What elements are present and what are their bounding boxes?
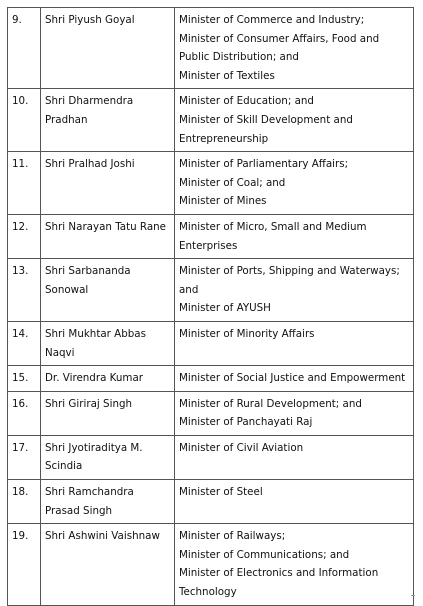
table-row	[8, 259, 414, 322]
portfolio-cell	[175, 321, 414, 365]
portfolio-line: Minister of Mines	[179, 195, 267, 208]
portfolio-cell	[175, 214, 414, 258]
serial-number-cell: 9.	[8, 8, 41, 89]
minister-name-cell: Shri Piyush Goyal	[41, 8, 175, 89]
portfolio-line: Minister of Textiles	[179, 69, 275, 82]
portfolio-line: Minister of Education; and	[179, 95, 314, 108]
portfolio-cell	[175, 152, 414, 215]
minister-name-cell: Shri Dharmendra Pradhan	[41, 89, 175, 152]
portfolio-line: Minister of Civil Aviation	[179, 441, 304, 454]
portfolio-cell	[175, 480, 414, 524]
portfolio-line: Minister of Ports, Shipping and Waterways; and	[179, 265, 400, 296]
minister-name-cell: Shri Pralhad Joshi	[41, 152, 175, 215]
minister-name-cell: Shri Narayan Tatu Rane	[41, 214, 175, 258]
table-row	[8, 435, 414, 479]
minister-name-cell: Shri Jyotiraditya M. Scindia	[41, 435, 175, 479]
portfolio-cell	[175, 259, 414, 322]
table-row	[8, 89, 414, 152]
serial-number-cell: 11.	[8, 152, 41, 215]
portfolio-line: Minister of Electronics and Information Technology	[179, 567, 379, 599]
table-row	[8, 366, 414, 392]
portfolio-cell	[175, 89, 414, 152]
serial-number-cell: 19.	[8, 524, 41, 605]
table-row	[8, 524, 414, 605]
ministers-table-body	[8, 8, 414, 606]
minister-name-cell: Shri Ramchandra Prasad Singh	[41, 480, 175, 524]
portfolio-line: Minister of Minority Affairs	[179, 327, 315, 340]
table-row	[8, 214, 414, 258]
portfolio-line: Minister of Steel	[179, 486, 263, 499]
minister-name-cell: Shri Mukhtar Abbas Naqvi	[41, 321, 175, 365]
minister-name-cell: Shri Ashwini Vaishnaw	[41, 524, 175, 605]
serial-number-cell: 16.	[8, 391, 41, 435]
portfolio-line: Minister of Parliamentary Affairs;	[179, 158, 349, 171]
portfolio-line: Minister of Skill Development and Entrepreneurship	[179, 113, 353, 145]
portfolio-cell	[175, 8, 414, 89]
table-row	[8, 480, 414, 524]
minister-name-cell: Dr. Virendra Kumar	[41, 366, 175, 392]
portfolio-cell	[175, 391, 414, 435]
serial-number-cell: 17.	[8, 435, 41, 479]
portfolio-line: Minister of Railways;	[179, 530, 286, 543]
serial-number-cell: 13.	[8, 259, 41, 322]
portfolio-cell	[175, 435, 414, 479]
portfolio-line: Minister of AYUSH	[179, 302, 271, 315]
portfolio-cell	[175, 524, 414, 605]
portfolio-line: Minister of Communications; and	[179, 548, 350, 561]
table-row	[8, 152, 414, 215]
table-row	[8, 8, 414, 89]
portfolio-cell	[175, 366, 414, 392]
serial-number-cell: 14.	[8, 321, 41, 365]
serial-number-cell: 10.	[8, 89, 41, 152]
table-row	[8, 391, 414, 435]
portfolio-line: Minister of Coal; and	[179, 176, 286, 189]
serial-number-cell: 15.	[8, 366, 41, 392]
minister-name-cell: Shri Giriraj Singh	[41, 391, 175, 435]
serial-number-cell: 12.	[8, 214, 41, 258]
portfolio-line: Minister of Consumer Affairs, Food and Public Distribution; and	[179, 32, 380, 64]
page-edge-mark	[411, 595, 415, 596]
portfolio-line: Minister of Social Justice and Empowerment	[179, 372, 406, 385]
minister-name-cell: Shri Sarbananda Sonowal	[41, 259, 175, 322]
serial-number-cell: 18.	[8, 480, 41, 524]
portfolio-line: Minister of Micro, Small and Medium Enterprises	[179, 220, 367, 252]
table-row	[8, 321, 414, 365]
portfolio-line: Minister of Rural Development; and	[179, 397, 362, 410]
ministers-table	[7, 7, 414, 606]
portfolio-line: Minister of Panchayati Raj	[179, 416, 313, 429]
portfolio-line: Minister of Commerce and Industry;	[179, 14, 365, 26]
